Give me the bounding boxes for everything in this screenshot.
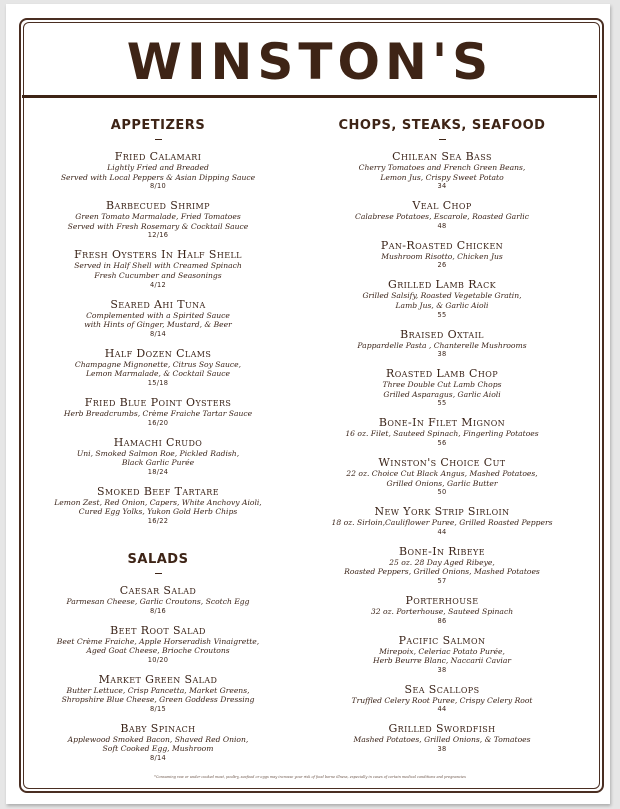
- item-description: Soft Cooked Egg, Mushroom: [102, 744, 214, 754]
- item-price: 8/14: [149, 754, 166, 763]
- item-name: New York Strip Sirloin: [374, 505, 510, 519]
- menu-item: [52, 722, 264, 763]
- item-description: Mirepoix, Celeriac Potato Purée,: [379, 646, 505, 656]
- item-name: Sea Scallops: [404, 682, 480, 696]
- item-description: Grilled Asparagus, Garlic Aioli: [383, 389, 501, 399]
- item-name: Pan-Roasted Chicken: [380, 238, 504, 252]
- menu-item: [330, 239, 554, 271]
- menu-item: [52, 298, 264, 339]
- item-description: Applewood Smoked Bacon, Shaved Red Onion,: [67, 734, 249, 744]
- menu-item: [330, 545, 554, 586]
- item-description: with Hints of Ginger, Mustard, & Beer: [84, 320, 232, 330]
- menu-item: [52, 347, 264, 388]
- item-name: Grilled Lamb Rack: [388, 278, 496, 292]
- item-description: Grilled Onions, Garlic Butter: [386, 478, 498, 488]
- menu-item: [330, 594, 554, 626]
- item-description: Roasted Peppers, Grilled Onions, Mashed Potatoes: [344, 567, 540, 577]
- menu-item: [52, 584, 264, 616]
- menu-item: [52, 436, 264, 477]
- item-name: Fried Blue Point Oysters: [84, 395, 232, 409]
- item-name: Half Dozen Clams: [104, 346, 212, 360]
- item-description: Lemon Jus, Crispy Sweet Potato: [380, 172, 504, 182]
- mains-list: [330, 150, 554, 754]
- item-description: Served in Half Shell with Creamed Spinach: [74, 261, 242, 271]
- item-price: 8/15: [149, 704, 166, 713]
- menu-item: [330, 505, 554, 537]
- item-name: Baby Spinach: [120, 721, 196, 735]
- item-description: Grilled Salsify, Roasted Vegetable Gratin,: [362, 291, 522, 301]
- item-description: Parmesan Cheese, Garlic Croutons, Scotch Egg: [66, 596, 250, 606]
- menu-item: [330, 328, 554, 360]
- heading-dash: [439, 139, 446, 140]
- item-name: Chilean Sea Bass: [392, 150, 492, 163]
- item-name: Barbecued Shrimp: [106, 199, 210, 213]
- menu-item: [330, 683, 554, 715]
- menu-item: [52, 248, 264, 289]
- item-price: 16/20: [147, 418, 169, 427]
- heading-dash: [155, 139, 162, 140]
- item-description: Herb Breadcrumbs, Crème Fraiche Tartar Sauce: [63, 408, 253, 418]
- appetizers-heading: APPETIZERS: [110, 118, 206, 133]
- item-name: Market Green Salad: [98, 672, 218, 686]
- item-price: 38: [437, 665, 447, 674]
- item-description: Butter Lettuce, Crisp Pancetta, Market Greens,: [66, 685, 250, 695]
- item-price: 26: [437, 261, 447, 270]
- item-description: Served with Local Peppers & Asian Dipping Sauce: [60, 172, 256, 182]
- item-price: 16/22: [147, 516, 169, 525]
- item-description: 18 oz. Sirloin,Cauliflower Puree, Grilled Roasted Peppers: [331, 518, 553, 528]
- item-name: Pacific Salmon: [398, 633, 486, 647]
- menu-item: [52, 150, 264, 191]
- menu-item: [52, 199, 264, 240]
- item-description: Truffled Celery Root Puree, Crispy Celery Root: [351, 695, 533, 705]
- title-divider: [22, 95, 597, 98]
- salads-heading: SALADS: [127, 551, 189, 567]
- item-name: Seared Ahi Tuna: [110, 297, 206, 311]
- item-price: 44: [437, 527, 447, 536]
- menu-item: [330, 634, 554, 675]
- left-column: [52, 118, 264, 771]
- item-name: Fresh Oysters In Half Shell: [74, 248, 242, 262]
- item-name: Smoked Beef Tartare: [97, 484, 219, 498]
- restaurant-title: WINSTON'S: [126, 33, 494, 91]
- item-description: Champagne Mignonette, Citrus Soy Sauce,: [74, 359, 242, 369]
- item-name: Bone-In Filet Mignon: [378, 416, 506, 430]
- menu-item: [52, 485, 264, 526]
- item-price: 12/16: [147, 231, 169, 240]
- appetizers-list: [52, 150, 264, 526]
- item-name: Grilled Swordfish: [388, 722, 496, 736]
- menu-item: [52, 624, 264, 665]
- menu-item: [330, 456, 554, 497]
- item-price: 86: [437, 616, 447, 625]
- item-name: Beet Root Salad: [110, 623, 206, 637]
- menu-item: [330, 722, 554, 754]
- item-description: Mushroom Risotto, Chicken Jus: [381, 251, 503, 261]
- item-price: 15/18: [147, 378, 169, 387]
- item-description: Complemented with a Spirited Sauce: [86, 310, 230, 320]
- item-name: Fried Calamari: [114, 150, 202, 163]
- item-price: 10/20: [147, 655, 169, 664]
- item-description: Mashed Potatoes, Grilled Onions, & Tomatoes: [353, 735, 531, 745]
- item-description: Served with Fresh Rosemary & Cocktail Sauce: [67, 221, 249, 231]
- item-description: 16 oz. Filet, Sauteed Spinach, Fingerling Potatoes: [345, 429, 539, 439]
- right-column: [330, 118, 554, 762]
- heading-dash: [155, 573, 162, 574]
- mains-heading: CHOPS, STEAKS, SEAFOOD: [338, 118, 546, 133]
- item-name: Veal Chop: [412, 199, 472, 213]
- item-price: 38: [437, 350, 447, 359]
- menu-item: [330, 367, 554, 408]
- item-price: 48: [437, 221, 447, 230]
- item-price: 55: [437, 399, 447, 408]
- item-description: Lemon Zest, Red Onion, Capers, White Anchovy Aioli,: [54, 497, 262, 507]
- item-price: 38: [437, 744, 447, 753]
- menu-item: [330, 199, 554, 231]
- menu-item: [330, 278, 554, 319]
- item-name: Roasted Lamb Chop: [386, 367, 498, 381]
- item-price: 4/12: [149, 280, 166, 289]
- menu-item: [330, 416, 554, 448]
- item-description: Herb Beurre Blanc, Naccarii Caviar: [373, 656, 511, 666]
- item-price: 18/24: [147, 467, 169, 476]
- item-description: Cured Egg Yolks, Yukon Gold Herb Chips: [78, 507, 238, 517]
- item-description: 32 oz. Porterhouse, Sauteed Spinach: [370, 606, 514, 616]
- item-description: 22 oz. Choice Cut Black Angus, Mashed Potatoes,: [346, 468, 538, 478]
- salads-list: [52, 584, 264, 763]
- item-description: Fresh Cucumber and Seasonings: [94, 270, 222, 280]
- item-price: 8/14: [149, 329, 166, 338]
- item-description: Lamb Jus, & Garlic Aioli: [395, 300, 489, 310]
- menu-item: [52, 396, 264, 428]
- item-description: Pappardelle Pasta , Chanterelle Mushrooms: [357, 340, 527, 350]
- item-price: 56: [437, 438, 447, 447]
- item-name: Winston's Choice Cut: [378, 455, 506, 469]
- item-price: 8/16: [149, 606, 166, 615]
- item-description: Black Garlic Purée: [121, 458, 195, 468]
- item-name: Bone-In Ribeye: [399, 544, 485, 558]
- item-name: Porterhouse: [405, 593, 479, 607]
- item-name: Caesar Salad: [119, 583, 197, 597]
- item-description: Shropshire Blue Cheese, Green Goddess Dressing: [61, 695, 255, 705]
- item-price: 55: [437, 310, 447, 319]
- item-price: 57: [437, 576, 447, 585]
- item-description: Green Tomato Marmalade, Fried Tomatoes: [75, 212, 241, 222]
- item-description: Uni, Smoked Salmon Roe, Pickled Radish,: [76, 448, 240, 458]
- menu-item: [330, 150, 554, 191]
- item-price: 34: [437, 182, 447, 191]
- footnote: *Consuming raw or under cooked meat, poultry, seafood or eggs may increase your risk of food borne illness, especially in cases of certain medical conditions and pregnancies: [154, 775, 466, 779]
- item-description: 25 oz. 28 Day Aged Ribeye,: [389, 557, 495, 567]
- item-description: Three Double Cut Lamb Chops: [382, 380, 502, 390]
- item-name: Hamachi Crudo: [113, 435, 203, 449]
- item-description: Lemon Marmalade, & Cocktail Sauce: [85, 369, 231, 379]
- item-price: 8/10: [149, 182, 166, 191]
- menu-item: [52, 673, 264, 714]
- item-price: 44: [437, 705, 447, 714]
- item-description: Lightly Fried and Breaded: [107, 163, 209, 172]
- item-description: Aged Goat Cheese, Brioche Croutons: [86, 646, 230, 656]
- item-description: Calabrese Potatoes, Escarole, Roasted Garlic: [355, 212, 529, 222]
- item-name: Braised Oxtail: [400, 327, 484, 341]
- item-description: Beet Crème Fraiche, Apple Horseradish Vinaigrette,: [56, 636, 260, 646]
- item-description: Cherry Tomatoes and French Green Beans,: [358, 163, 526, 172]
- item-price: 50: [437, 488, 447, 497]
